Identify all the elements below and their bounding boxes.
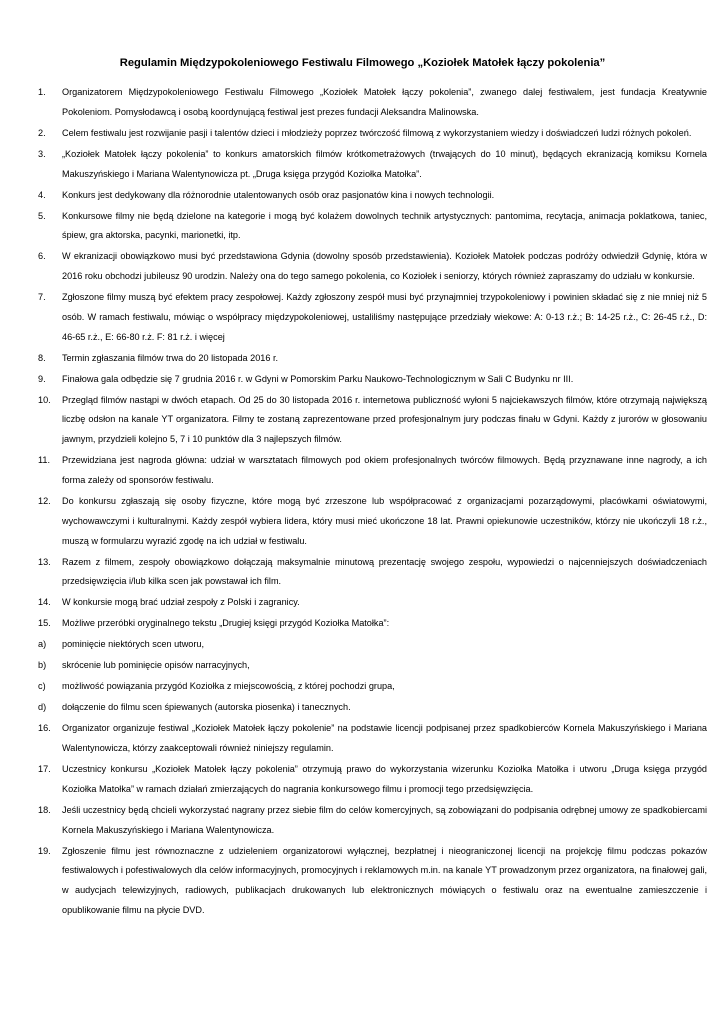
rule-text: Celem festiwalu jest rozwijanie pasji i talentów dzieci i młodzieży poprzez twórczość filmową z wykorzystaniem wiedzy i doświadczeń ludzi różnych pokoleń.: [62, 127, 692, 138]
rule-text: Razem z filmem, zespoły obowiązkowo dołączają maksymalnie minutową prezentację swojego zespołu, wypowiedzi o najcenniejszych doświadczeniach przedsięwzięcia i/lub kilka scen jak powstawał ich film.: [62, 556, 707, 587]
rule-item: [38, 370, 707, 390]
rule-number: 4.: [38, 189, 46, 200]
rule-number: d): [38, 702, 47, 713]
rule-item: [38, 247, 707, 287]
rule-number: 15.: [38, 618, 51, 629]
rule-number: 10.: [38, 394, 51, 405]
rule-text: „Koziołek Matołek łączy pokolenia” to konkurs amatorskich filmów krótkometrażowych (trwających do 10 minut), będących ekranizacją komiksu Kornela Makuszyńskiego i Mariana Walentynowicza pt. „Druga księga przygód Koziołka Matołka”.: [62, 148, 707, 179]
rule-number: 5.: [38, 210, 46, 221]
rule-item: [38, 593, 707, 613]
rule-number: 6.: [38, 251, 46, 262]
rule-item: [38, 698, 707, 718]
rule-text: możliwość powiązania przygód Koziołka z miejscowością, z której pochodzi grupa,: [62, 681, 395, 692]
rule-item: [38, 186, 707, 206]
rule-text: Do konkursu zgłaszają się osoby fizyczne, które mogą być zrzeszone lub współpracować z organizacjami pozarządowymi, placówkami oświatowymi, wychowawczymi i kulturalnymi. Każdy zespół wybiera lidera, który musi mieć ukończone 18 lat. Prawni opiekunowie uczestników, którzy nie ukończyli 18 r.ż., muszą w formularzu wyrazić zgodę na ich udział w festiwalu.: [62, 496, 707, 546]
rule-number: 19.: [38, 845, 51, 856]
rule-number: 16.: [38, 723, 51, 734]
rule-item: [38, 451, 707, 491]
rule-number: 12.: [38, 496, 51, 506]
rule-number: 14.: [38, 597, 51, 608]
rule-text: Przewidziana jest nagroda główna: udział w warsztatach filmowych pod okiem profesjonalnych twórców filmowych. Będą przyznawane inne nagrody, a ich forma zależy od sponsorów festiwalu.: [62, 455, 707, 486]
rule-number: 13.: [38, 556, 51, 567]
rule-text: dołączenie do filmu scen śpiewanych (autorska piosenka) i tanecznych.: [62, 702, 351, 713]
rule-item: [38, 83, 707, 123]
rule-text: Zgłoszone filmy muszą być efektem pracy zespołowej. Każdy zgłoszony zespół musi być przynajmniej trzypokoleniowy i powinien składać się z nie mniej niż 5 osób. W ramach festiwalu, mówiąc o współpracy międzypokoleniowej, ustaliliśmy następujące przedziały wiekowe: A: 0-13 r.ż.; B: 14-25 r.ż., C: 26-45 r.ż., D: 46-65 r.ż., E: 66-80 r.ż. F: 81 r.ż. i więcej: [62, 292, 707, 342]
rule-item: [38, 614, 707, 634]
rules-list: [38, 83, 707, 922]
rule-item: [38, 391, 707, 450]
rule-text: Możliwe przeróbki oryginalnego tekstu „Drugiej księgi przygód Koziołka Matołka”:: [62, 618, 390, 629]
rule-item: [38, 801, 707, 841]
rule-item: [38, 677, 707, 697]
rule-item: [38, 553, 707, 593]
rule-number: 18.: [38, 804, 51, 815]
rule-text: Organizator organizuje festiwal „Koziołek Matołek łączy pokolenie” na podstawie licencji podpisanej przez spadkobierców Kornela Makuszyńskiego i Mariana Walentynowicza, którzy zaakceptowali również niniejszy regulamin.: [62, 723, 707, 754]
rule-number: 2.: [38, 127, 46, 138]
rule-text: Organizatorem Międzypokoleniowego Festiwalu Filmowego „Koziołek Matołek łączy pokolenia”, zwanego dalej festiwalem, jest fundacja Kreatywnie Pokoleniom. Pomysłodawcą i osobą koordynującą festiwal jest prezes fundacji Aleksandra Malinowska.: [62, 87, 707, 117]
rule-number: c): [38, 681, 46, 692]
rule-text: Zgłoszenie filmu jest równoznaczne z udzieleniem organizatorowi wyłącznej, bezpłatnej i nieograniczonej licencji na projekcję filmu podczas pokazów festiwalowych i pofestiwalowych dla celów informacyjnych, promocyjnych i reklamowych m.in. na kanale YT prowadzonym przez organizatora, na finałowej gali, w audycjach telewizyjnych, radiowych, publikacjach drukowanych lub elektronicznych mówiących o festiwalu oraz na ewentualne zamieszczenie i opublikowanie filmu na płycie DVD.: [62, 845, 707, 915]
rule-number: 1.: [38, 87, 46, 97]
rule-item: [38, 635, 707, 655]
rule-item: [38, 207, 707, 247]
rule-item: [38, 656, 707, 676]
rule-item: [38, 719, 707, 759]
rule-text: Termin zgłaszania filmów trwa do 20 listopada 2016 r.: [62, 352, 279, 363]
rule-number: b): [38, 660, 47, 671]
rule-item: [38, 145, 707, 185]
rule-text: W konkursie mogą brać udział zespoły z Polski i zagranicy.: [62, 597, 300, 608]
rule-number: 8.: [38, 352, 46, 363]
rule-item: [38, 842, 707, 921]
rule-text: Finałowa gala odbędzie się 7 grudnia 2016 r. w Gdyni w Pomorskim Parku Naukowo-Technologicznym w Sali C Budynku nr III.: [62, 373, 574, 384]
rule-item: [38, 288, 707, 347]
rule-text: Uczestnicy konkursu „Koziołek Matołek łączy pokolenia” otrzymują prawo do wykorzystania wizerunku Koziołka Matołka i utworu „Druga księga przygód Koziołka Matołka” w ramach działań zmierzających do nagrania konkursowego filmu i promocji tego przedsięwzięcia.: [62, 764, 707, 794]
rule-text: W ekranizacji obowiązkowo musi być przedstawiona Gdynia (dowolny sposób przedstawienia). Koziołek Matołek podczas podróży odwiedził Gdynię, która w 2016 roku obchodzi jubileusz 90 urodzin. Należy ona do tego samego pokolenia, co Koziołek i seniorzy, których również zapraszamy do udziału w konkursie.: [62, 251, 707, 282]
rule-text: skrócenie lub pominięcie opisów narracyjnych,: [62, 660, 250, 671]
rule-item: [38, 349, 707, 369]
rule-number: a): [38, 639, 47, 650]
rule-item: [38, 492, 707, 551]
rule-text: pominięcie niektórych scen utworu,: [62, 639, 205, 650]
rule-text: Konkurs jest dedykowany dla różnorodnie utalentowanych osób oraz pasjonatów kina i nowych technologii.: [62, 189, 495, 200]
rule-number: 17.: [38, 764, 51, 775]
rule-item: [38, 124, 707, 144]
rule-number: 11.: [38, 455, 51, 466]
rule-number: 7.: [38, 292, 46, 303]
document-title: Regulamin Międzypokoleniowego Festiwalu Filmowego „Koziołek Matołek łączy pokolenia”: [119, 57, 606, 69]
rule-item: [38, 760, 707, 800]
rule-number: 9.: [38, 373, 46, 384]
rule-text: Przegląd filmów nastąpi w dwóch etapach. Od 25 do 30 listopada 2016 r. internetowa publiczność wyłoni 5 najciekawszych filmów, które otrzymają największą liczbę odsłon na kanale YT organizatora. Filmy te zostaną zaprezentowane przed profesjonalnym jury podczas finału w Gdyni. Każdy z jurorów w głosowaniu jawnym, przydzieli kolejno 5, 7 i 10 punktów dla 3 najlepszych filmów.: [62, 394, 707, 445]
rule-text: Jeśli uczestnicy będą chcieli wykorzystać nagrany przez siebie film do celów komercyjnych, są zobowiązani do podpisania odrębnej umowy ze spadkobiercami Kornela Makuszyńskiego i Mariana Walentynowicza.: [62, 804, 707, 835]
rule-text: Konkursowe filmy nie będą dzielone na kategorie i mogą być kolażem dowolnych technik artystycznych: pantomima, recytacja, animacja poklatkowa, taniec, śpiew, gra aktorska, pacynki, marionetki, itp.: [62, 210, 707, 241]
rule-number: 3.: [38, 148, 46, 159]
